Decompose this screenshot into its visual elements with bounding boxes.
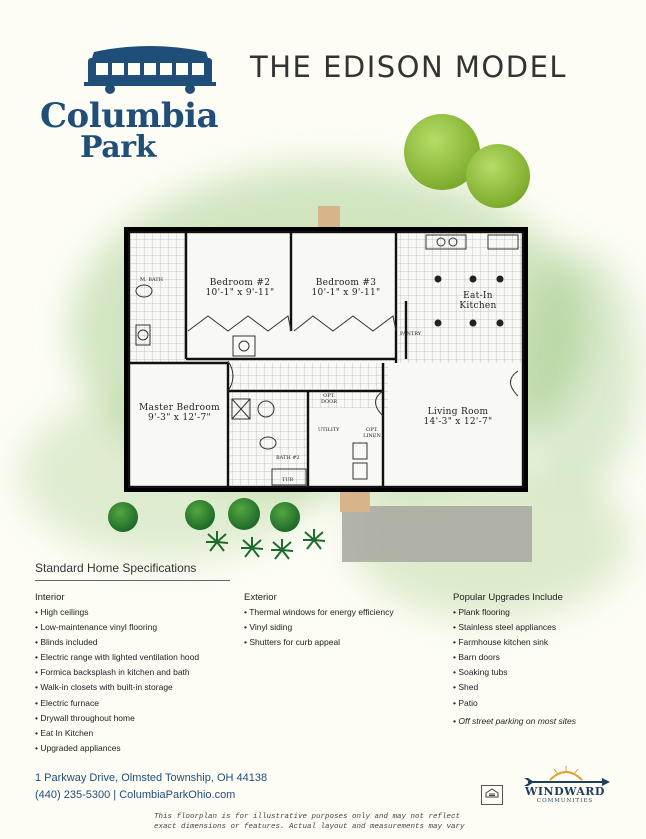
list-item: • Shutters for curb appeal	[244, 637, 341, 648]
spiky-plant-icon	[205, 530, 229, 554]
list-item: • Low-maintenance vinyl flooring	[35, 622, 158, 633]
exterior-heading: Exterior	[244, 592, 277, 603]
spiky-plant-icon	[240, 536, 264, 560]
disclaimer: This floorplan is for illustrative purposes only and may not reflect exact dimensions or features. Actual layout and measurements may vary	[154, 813, 465, 831]
room-name: Bedroom #2	[209, 278, 271, 288]
rear-steps	[340, 490, 370, 512]
label-tub: TUB	[282, 477, 294, 483]
room-name: Master Bedroom	[139, 403, 220, 413]
list-item: • Stainless steel appliances	[453, 622, 557, 633]
room-size: 10'-1" x 9'-11"	[311, 288, 381, 298]
spiky-plant-icon	[270, 538, 294, 562]
shrub-illustration	[108, 502, 138, 532]
list-item: • Upgraded appliances	[35, 742, 121, 753]
list-item: • Thermal windows for energy efficiency	[244, 607, 394, 617]
tree-illustration	[466, 144, 530, 208]
list-item: • Vinyl siding	[244, 622, 293, 633]
list-item: • Electric furnace	[35, 697, 99, 708]
address: 1 Parkway Drive, Olmsted Township, OH 44138	[35, 772, 268, 784]
windward-sub: COMMUNITIES	[536, 798, 594, 804]
windward-name: WINDWARD	[525, 785, 605, 798]
room-label-living-room	[408, 407, 508, 427]
room-label-kitchen	[448, 291, 508, 311]
phone-website[interactable]: (440) 235-5300 | ColumbiaParkOhio.com	[35, 789, 236, 801]
list-item: • Blinds included	[35, 637, 98, 648]
logo-wordmark-line2: Park	[80, 130, 156, 165]
upgrades-heading: Popular Upgrades Include	[453, 592, 563, 603]
columbia-park-logo	[40, 42, 219, 165]
label-bath-2: BATH #2	[276, 455, 300, 461]
shrub-illustration	[270, 502, 300, 532]
exterior-specs	[244, 592, 394, 650]
room-size: 14'-3" x 12'-7"	[423, 417, 493, 427]
list-item: • Walk-in closets with built-in storage	[35, 682, 173, 693]
landscape-wash	[520, 250, 640, 490]
parking-note: • Off street parking on most sites	[453, 715, 576, 726]
interior-heading: Interior	[35, 592, 65, 603]
list-item: • Drywall throughout home	[35, 712, 135, 723]
floorplan	[124, 227, 528, 492]
list-item: • Formica backsplash in kitchen and bath	[35, 667, 190, 678]
upgrades-specs	[453, 592, 576, 729]
room-size: 10'-1" x 9'-11"	[205, 288, 275, 298]
label-m-bath: M. BATH	[140, 277, 164, 283]
list-item: • Soaking tubs	[453, 667, 508, 678]
room-label-bedroom-3	[296, 278, 396, 298]
label-pantry: PANTRY	[400, 331, 422, 337]
shrub-illustration	[228, 498, 260, 530]
list-item: • Shed	[453, 682, 479, 693]
list-item: • Plank flooring	[453, 607, 510, 617]
specs-heading: Standard Home Specifications	[35, 561, 197, 575]
equal-housing-icon	[481, 785, 503, 805]
list-item: • Barn doors	[453, 652, 500, 663]
list-item: • Farmhouse kitchen sink	[453, 637, 549, 648]
list-item: • High ceilings	[35, 607, 89, 617]
front-porch	[318, 206, 340, 228]
trolley-icon	[80, 42, 220, 94]
floorplan-drawing	[128, 231, 524, 488]
label-opt-door: OPT. DOOR	[321, 393, 337, 405]
room-name: Living Room	[427, 407, 489, 417]
room-name: Bedroom #3	[315, 278, 377, 288]
room-size: 9'-3" x 12'-7"	[148, 413, 211, 423]
list-item: • Eat In Kitchen	[35, 727, 94, 738]
room-name: Eat-In Kitchen	[459, 291, 497, 311]
list-item: • Patio	[453, 697, 478, 708]
logo-wordmark-line1: Columbia	[40, 96, 219, 136]
patio-illustration	[342, 506, 532, 562]
specs-divider	[35, 580, 230, 581]
page-title: THE EDISON MODEL	[250, 50, 568, 84]
label-utility: UTILITY	[318, 427, 340, 433]
list-item: • Electric range with lighted ventilation hood	[35, 652, 200, 663]
shrub-illustration	[185, 500, 215, 530]
spiky-plant-icon	[302, 528, 326, 552]
room-label-bedroom-2	[190, 278, 290, 298]
interior-specs	[35, 592, 199, 756]
room-label-master-bedroom	[132, 403, 227, 423]
label-opt-linen: OPT. LINEN	[363, 427, 381, 439]
